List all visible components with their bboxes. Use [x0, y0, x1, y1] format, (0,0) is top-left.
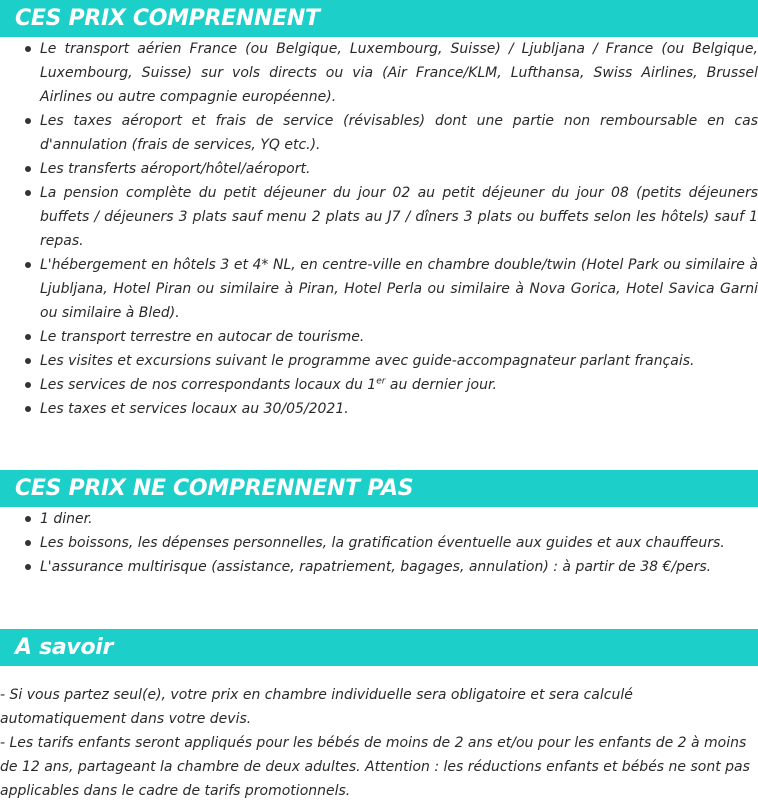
- a-savoir-paragraph: - Les tarifs enfants seront appliqués pour les bébés de moins de 2 ans et/ou pour les enfants de 2 à moins de 12 ans, partageant la chambre de deux adultes. Attention : les réductions enfants et bébés ne sont pas applicables dans le cadre de tarifs promotionnels.: [0, 735, 750, 799]
- services-text-before: Les services de nos correspondants locaux du 1: [40, 377, 377, 393]
- list-item: Les transferts aéroport/hôtel/aéroport.: [0, 157, 758, 181]
- list-item: [0, 373, 758, 397]
- list-item: L'assurance multirisque (assistance, rapatriement, bagages, annulation) : à partir de 38 €/pers.: [0, 555, 758, 579]
- list-item: Les taxes et services locaux au 30/05/2021.: [0, 397, 758, 421]
- not-included-list: [0, 507, 758, 579]
- list-item: Le transport terrestre en autocar de tourisme.: [0, 325, 758, 349]
- a-savoir-paragraph: - Si vous partez seul(e), votre prix en chambre individuelle sera obligatoire et sera calculé automatiquement dans votre devis.: [0, 687, 633, 727]
- list-item: 1 diner.: [0, 507, 758, 531]
- section-not-included-title: CES PRIX NE COMPRENNENT PAS: [0, 470, 758, 507]
- services-superscript: er: [376, 376, 386, 387]
- section-a-savoir: [0, 629, 758, 803]
- list-item: Les visites et excursions suivant le programme avec guide-accompagnateur parlant français.: [0, 349, 758, 373]
- section-included-title: CES PRIX COMPRENNENT: [0, 0, 758, 37]
- list-item: Les taxes aéroport et frais de service (révisables) dont une partie non remboursable en cas d'annulation (frais de services, YQ etc.).: [0, 109, 758, 157]
- list-item: L'hébergement en hôtels 3 et 4* NL, en centre-ville en chambre double/twin (Hotel Park ou similaire à Ljubljana, Hotel Piran ou similaire à Piran, Hotel Perla ou similaire à Nova Gorica, Hotel Savica Garni ou similaire à Bled).: [0, 253, 758, 325]
- a-savoir-text: [0, 666, 758, 803]
- list-item: Les boissons, les dépenses personnelles, la gratification éventuelle aux guides et aux chauffeurs.: [0, 531, 758, 555]
- list-item: Le transport aérien France (ou Belgique, Luxembourg, Suisse) / Ljubljana / France (ou Belgique, Luxembourg, Suisse) sur vols directs ou via (Air France/KLM, Lufthansa, Swiss Airlines, Brussel Airlines ou autre compagnie européenne).: [0, 37, 758, 109]
- list-item: La pension complète du petit déjeuner du jour 02 au petit déjeuner du jour 08 (petits déjeuners buffets / déjeuners 3 plats sauf menu 2 plats au J7 / dîners 3 plats ou buffets selon les hôtels) sauf 1 repas.: [0, 181, 758, 253]
- section-a-savoir-title: A savoir: [0, 629, 758, 666]
- services-text-after: au dernier jour.: [385, 377, 497, 393]
- section-not-included: [0, 470, 758, 579]
- included-list: [0, 37, 758, 421]
